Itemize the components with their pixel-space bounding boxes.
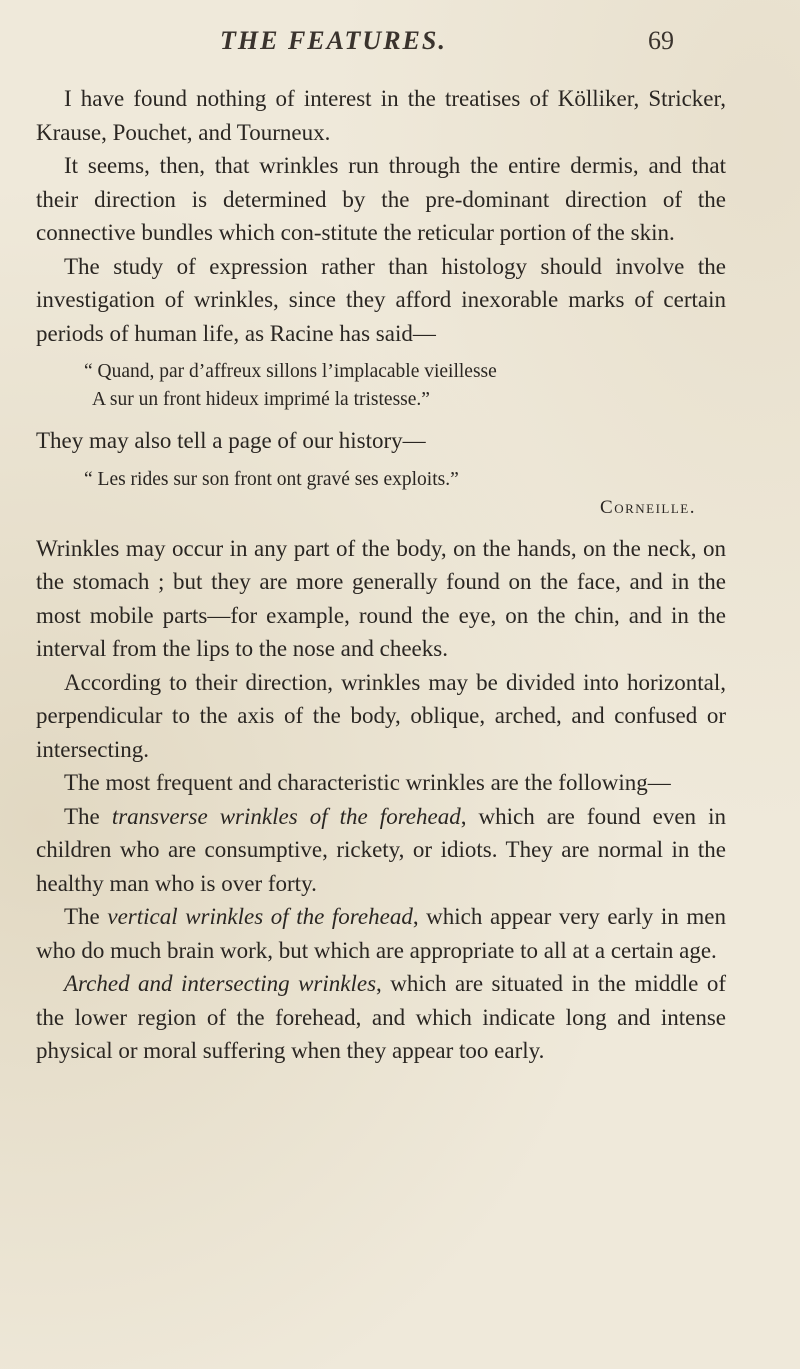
paragraph: They may also tell a page of our history— [36, 428, 426, 453]
paragraph: The most frequent and characteristic wrinkles are the following— [64, 770, 671, 795]
page-number: 69 [648, 26, 674, 55]
quote-line: “ Les rides sur son front ont gravé ses exploits.” [84, 468, 459, 490]
lead-text: The [64, 803, 112, 829]
paragraph: According to their direction, wrinkles may be divided into horizontal, perpendicular to the axis of the body, oblique, arched, and confused or intersecting. [36, 669, 726, 762]
running-head: THE FEATURES. [220, 26, 447, 55]
paragraph: The study of expression rather than histology should involve the investigation of wrinkles, since they afford inexorable marks of certain periods of human life, as Racine has said— [36, 253, 726, 346]
quote-attribution: Corneille. [600, 496, 696, 518]
paragraph: It seems, then, that wrinkles run through the entire dermis, and that their direction is determined by the pre-dominant direction of the connective bundles which con-stitute the reticular portion of the skin. [36, 153, 726, 245]
body-text-span: , which appear very early in men who do much brain work, but which are appropriate to all at a certain age. [36, 904, 726, 963]
body-text-span: , which are found even in children who are consumptive, rickety, or idiots. They are normal in the healthy man who is over forty. [36, 803, 727, 896]
italic-term: vertical wrinkles of the forehead [107, 904, 413, 929]
paragraph-arched [36, 967, 726, 1068]
paragraph-vertical [36, 900, 726, 967]
body-text-span: , which are situated in the middle of the lower region of the forehead, and which indicate long and intense physical or moral suffering when they appear too early. [36, 971, 726, 1063]
paragraph: Wrinkles may occur in any part of the body, on the hands, on the neck, on the stomach ; but they are more generally found on the face, and in the most mobile parts—for example, round the eye, on the chin, and in the interval from the lips to the nose and cheeks. [36, 535, 726, 661]
lead-text: The [64, 904, 108, 929]
body-text [36, 82, 726, 1068]
italic-term: Arched and intersecting wrinkles [64, 971, 377, 996]
racine-quote [36, 358, 726, 414]
quote-line: “ Quand, par d’affreux sillons l’implacable vieillesse [84, 361, 497, 382]
quote-line: A sur un front hideux imprimé la tristesse.” [92, 389, 430, 410]
page-header [0, 26, 800, 66]
paragraph: I have found nothing of interest in the treatises of Kölliker, Stricker, Krause, Pouchet, and Tourneux. [36, 86, 726, 145]
paragraph-transverse [36, 800, 726, 901]
corneille-quote [36, 466, 726, 522]
italic-term: transverse wrinkles of the forehead [111, 803, 461, 829]
